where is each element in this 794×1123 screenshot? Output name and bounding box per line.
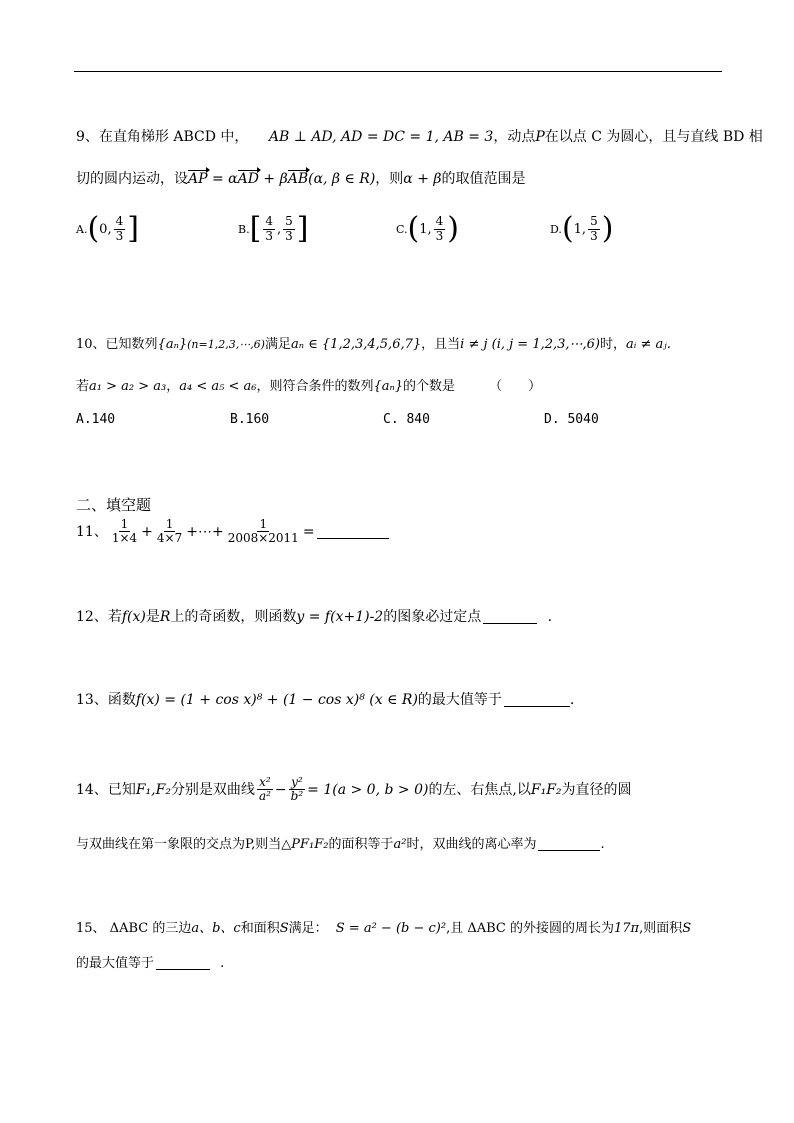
q10-range: (n=1,2,3,⋯,6) — [187, 338, 265, 351]
answer-blank[interactable] — [483, 611, 537, 624]
q9-text-c: 在以点 C 为圆心，且与直线 BD 相 — [544, 129, 763, 145]
answer-blank[interactable] — [538, 838, 600, 851]
q12-text-b: 是 — [145, 609, 160, 625]
q10-text-a: 10、已知数列 — [76, 337, 158, 352]
q10-text-f: ，则符合条件的数列 — [256, 379, 374, 394]
q10-text-b: 满足 — [264, 337, 291, 352]
fraction — [114, 215, 126, 242]
denominator: 1×4 — [111, 531, 138, 546]
fraction — [283, 215, 295, 242]
q15-line2 — [76, 957, 224, 970]
q10-ineq2: a₄ < a₅ < a₆ — [179, 379, 257, 394]
q15-s2: S — [682, 921, 692, 936]
numerator: 4 — [435, 214, 444, 229]
header-rule — [74, 71, 722, 72]
answer-blank[interactable] — [317, 524, 389, 539]
bracket-open: ( — [407, 211, 420, 246]
q14-f1f2: F₁F₂ — [530, 781, 562, 798]
q15-text-d: ,且 ΔABC 的外接圆的周长为 — [446, 921, 614, 936]
vector-ab: AB — [287, 171, 309, 187]
q10-option-a[interactable]: A.140 — [76, 412, 116, 427]
q10-seq: {aₙ} — [157, 337, 188, 352]
q9-text-d: 切的圆内运动，设 — [76, 171, 188, 187]
q12-text-d: 的图象必过定点 — [383, 609, 482, 625]
q14-text-g: 时，双曲线的离心率为 — [406, 837, 537, 852]
fraction — [289, 776, 306, 803]
option-pre: 0, — [99, 221, 112, 237]
option-label: B. — [238, 222, 250, 236]
q15-line1 — [76, 922, 691, 935]
q14-line2 — [76, 838, 605, 851]
q15-s: S — [279, 921, 289, 936]
q14-triangle: △PF₁F₂ — [281, 837, 329, 852]
q10-seq2: {aₙ} — [373, 379, 404, 394]
section-heading: 二、填空题 — [76, 496, 152, 514]
q13-func: f(x) = (1 + cos x)⁸ + (1 − cos x)⁸ (x ∈ R) — [135, 692, 418, 708]
q10-option-b[interactable]: B.160 — [230, 412, 270, 427]
fraction — [434, 215, 446, 242]
q10-ineq1: a₁ > a₂ > a₃ — [89, 379, 167, 394]
q10-text-g: 的个数是 — [403, 379, 456, 394]
q15-formula: S = a² − (b − c)² — [335, 921, 447, 936]
plus-ellipsis: +⋯+ — [186, 523, 224, 540]
q12-text-a: 12、若 — [76, 609, 122, 625]
fraction — [155, 518, 184, 545]
numerator: y² — [291, 775, 303, 789]
q15-sides: a、b、c — [191, 921, 241, 936]
period: . — [600, 837, 605, 852]
bracket-open: ( — [87, 211, 100, 246]
denominator: 3 — [115, 228, 124, 243]
option-label: C. — [396, 222, 408, 236]
q14-text-c: 的左、右焦点,以 — [428, 781, 531, 798]
q10-option-d[interactable]: D. 5040 — [544, 412, 599, 427]
q14-text-a: 14、已知 — [76, 781, 136, 798]
denominator: 2008×2011 — [227, 531, 299, 546]
answer-paren[interactable]: （ ） — [489, 379, 542, 394]
q15-text-b: 和面积 — [240, 921, 280, 936]
denominator: 3 — [285, 228, 293, 243]
q10-comma: ， — [166, 379, 180, 394]
plus: + — [141, 523, 153, 540]
q15-text-f: 的最大值等于 — [76, 956, 155, 971]
q15-text-a: 15、 ΔABC 的三边 — [76, 921, 192, 936]
denominator: b² — [290, 789, 304, 804]
q14-text-e: 与双曲线在第一象限的交点为P,则当 — [76, 837, 282, 852]
bracket-open: [ — [249, 211, 262, 246]
q10-set: aₙ ∈ {1,2,3,4,5,6,7} — [291, 337, 422, 352]
q13-text-a: 13、函数 — [76, 692, 136, 708]
q9-condition: AB ⊥ AD, AD = DC = 1, AB = 3 — [268, 129, 494, 145]
numerator: 1 — [259, 517, 268, 531]
vector-ap: AP — [188, 171, 208, 187]
q12-text-c: 上的奇函数，则函数 — [170, 609, 297, 625]
q9-option-c[interactable] — [396, 211, 460, 246]
q9-text-a: 9、在直角梯形 ABCD 中， — [76, 129, 249, 145]
q9-text-b: ，动点 — [493, 129, 536, 145]
numerator: 1 — [165, 517, 174, 531]
q9-option-d[interactable] — [550, 211, 614, 246]
q9-expr: α + β — [403, 171, 442, 187]
q14-text-d: 为直径的圆 — [561, 781, 632, 798]
q14-a2: a² — [393, 837, 407, 852]
q10-text-c: ，且当 — [421, 337, 461, 352]
answer-blank[interactable] — [504, 694, 570, 707]
numerator: 1 — [120, 517, 129, 531]
q10-neq: aᵢ ≠ aⱼ. — [626, 337, 671, 352]
fraction — [588, 215, 600, 242]
option-pre: 1, — [573, 221, 587, 237]
q12-fx: f(x) — [121, 609, 146, 625]
q13-text-b: 的最大值等于 — [417, 692, 502, 708]
q9-option-b[interactable]: B. [ $\frac{4}{3}$ , $\frac{5}{3}$ ] — [238, 211, 309, 246]
q14-foci: F₁,F₂ — [135, 781, 171, 798]
q11-line — [76, 518, 389, 545]
bracket-close: ) — [447, 211, 460, 246]
bracket-close: ) — [601, 211, 614, 246]
denominator: 3 — [590, 228, 598, 243]
numerator: 4 — [265, 214, 273, 229]
denominator: 3 — [435, 228, 444, 243]
q10-option-c[interactable]: C. 840 — [383, 412, 430, 427]
option-label: A. — [76, 222, 88, 236]
q12-line — [76, 610, 552, 624]
q15-text-e: ,则面积 — [639, 921, 683, 936]
q10-cond: i ≠ j (i, j = 1,2,3,⋯,6) — [460, 337, 601, 352]
q9-option-a[interactable] — [76, 211, 139, 246]
fraction — [263, 215, 275, 242]
denominator: 4×7 — [156, 531, 183, 546]
numerator: 5 — [590, 214, 598, 229]
bracket-close: ] — [127, 211, 139, 246]
q10-line2 — [76, 380, 541, 393]
period: . — [547, 609, 553, 625]
q14-text-f: 的面积等于 — [328, 837, 394, 852]
option-pre: 1, — [419, 221, 432, 237]
q9-line1 — [76, 130, 763, 144]
q9-text-f: 的取值范围是 — [441, 171, 526, 187]
q9-text-e: ，则 — [375, 171, 404, 187]
fraction — [226, 518, 301, 545]
period: . — [569, 692, 575, 708]
q11-label: 11、 — [76, 523, 108, 540]
q12-r: R — [159, 609, 171, 625]
answer-blank[interactable] — [156, 957, 210, 970]
numerator: x² — [259, 775, 271, 789]
q15-text-c: 满足： — [288, 921, 328, 936]
vector-ad: AD — [237, 171, 259, 187]
q10-line1 — [76, 338, 671, 351]
bracket-close: ] — [296, 211, 309, 246]
bracket-open: ( — [561, 211, 574, 246]
q14-rest: = 1(a > 0, b > 0) — [307, 781, 429, 798]
denominator: 3 — [265, 228, 273, 243]
q14-line1 — [76, 776, 632, 803]
q13-line — [76, 693, 574, 707]
q9-plus: + β — [258, 171, 288, 187]
q10-text-d: 时， — [600, 337, 627, 352]
q12-func: y = f(x+1)-2 — [296, 609, 384, 625]
minus: − — [274, 781, 287, 798]
q9-eq: = α — [207, 171, 238, 187]
q9-cond: (α, β ∈ R) — [308, 171, 376, 187]
numerator: 4 — [115, 214, 124, 229]
q9-line2 — [76, 172, 525, 186]
q14-text-b: 分别是双曲线 — [170, 781, 255, 798]
equals: = — [302, 523, 315, 540]
fraction — [257, 776, 273, 803]
numerator: 5 — [285, 214, 293, 229]
option-label: D. — [550, 222, 562, 236]
period: . — [220, 956, 225, 971]
q10-text-e: 若 — [76, 379, 90, 394]
q9-point-p: P — [535, 129, 545, 145]
fraction — [110, 518, 139, 545]
denominator: a² — [258, 789, 271, 804]
q15-pi: 17π — [613, 921, 640, 936]
